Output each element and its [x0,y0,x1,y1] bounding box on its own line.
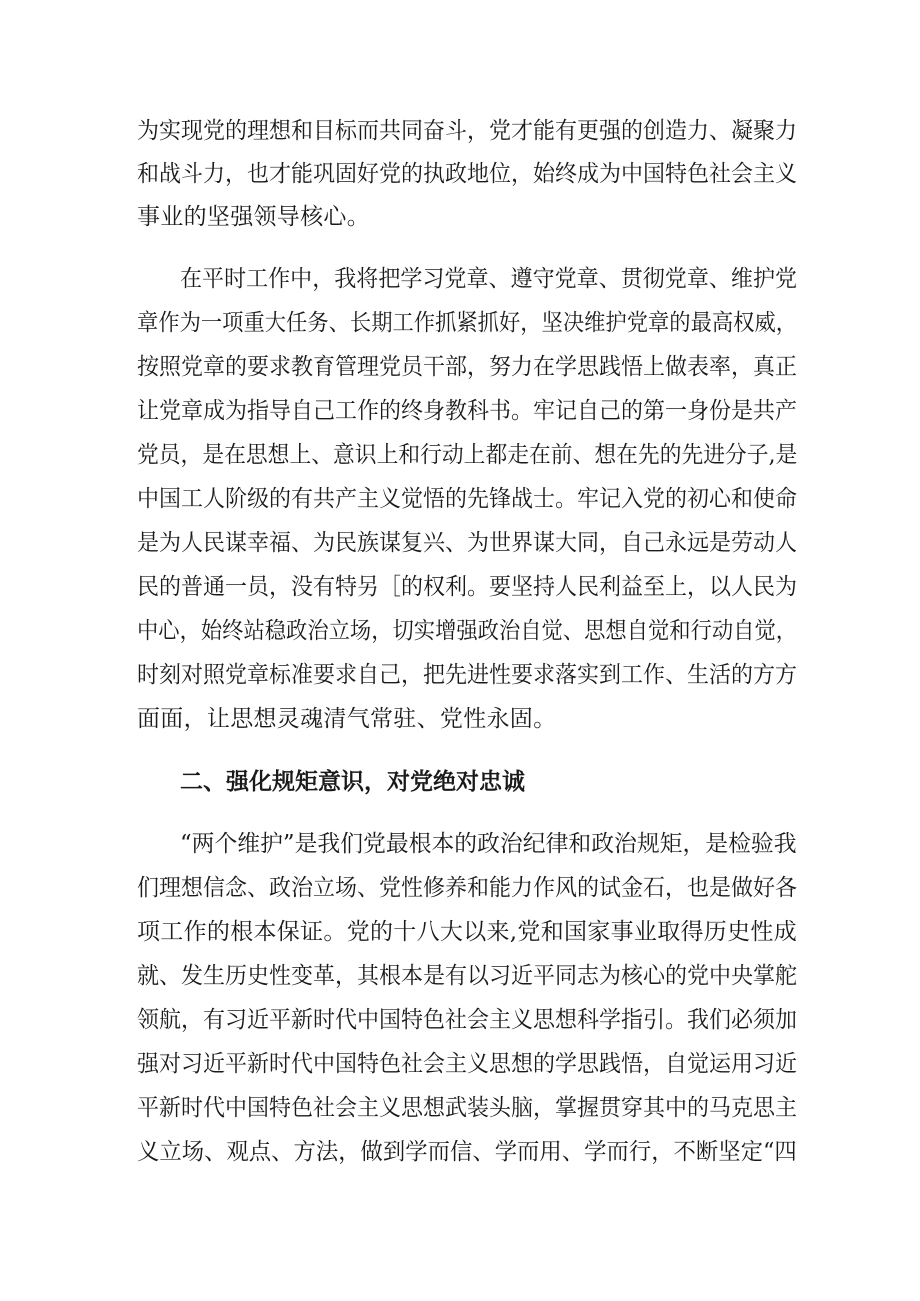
text-line: 中心，始终站稳政治立场，切实增强政治自觉、思想自觉和行动自觉， [137,618,798,644]
text-line: 是为人民谋幸福、为民族谋复兴、为世界谋大同，自己永远是劳动人 [137,530,797,556]
text-line: 让党章成为指导自己工作的终身教科书。牢记自己的第一身份是共产 [137,398,797,424]
text-line: 事业的坚强领导核心。 [137,204,370,230]
text-line: 平新时代中国特色社会主义思想武装头脑，掌握贯穿其中的马克思主 [137,1095,797,1121]
text-line: 在平时工作中，我将把学习党章、遵守党章、贯彻党章、维护党 [180,266,798,292]
section-heading: 二、强化规矩意识，对党绝对忠诚 [180,769,525,795]
text-line: 就、发生历史性变革，其根本是有以习近平同志为核心的党中央掌舵 [137,963,797,989]
text-line: “两个维护”是我们党最根本的政治纪律和政治规矩，是检验我 [180,831,797,857]
text-line: 和战斗力，也才能巩固好党的执政地位，始终成为中国特色社会主义 [137,161,797,187]
text-line: 中国工人阶级的有共产主义觉悟的先锋战士。牢记入党的初心和使命 [137,486,797,512]
text-line: 面面，让思想灵魂清气常驻、党性永固。 [137,706,557,732]
text-line: 项工作的根本保证。党的十八大以来,党和国家事业取得历史性成 [137,919,798,945]
text-line: 为实现党的理想和目标而共同奋斗，党才能有更强的创造力、凝聚力 [137,118,797,144]
text-line: 党员，是在思想上、意识上和行动上都走在前、想在先的先进分子,是 [137,442,798,468]
text-line: 按照党章的要求教育管理党员干部，努力在学思践悟上做表率，真正 [137,354,797,380]
text-line: 领航，有习近平新时代中国特色社会主义思想科学指引。我们必须加 [137,1007,797,1033]
text-line: 民的普通一员，没有特另［的权利。要坚持人民利益至上，以人民为 [137,574,797,600]
text-line: 义立场、观点、方法，做到学而信、学而用、学而行，不断坚定“四 [137,1139,797,1165]
text-line: 们理想信念、政治立场、党性修养和能力作风的试金石，也是做好各 [137,875,797,901]
text-line: 章作为一项重大任务、长期工作抓紧抓好，坚决维护党章的最高权威， [137,310,798,336]
text-line: 时刻对照党章标准要求自己，把先进性要求落实到工作、生活的方方 [137,662,797,688]
text-line: 强对习近平新时代中国特色社会主义思想的学思践悟，自觉运用习近 [137,1051,797,1077]
